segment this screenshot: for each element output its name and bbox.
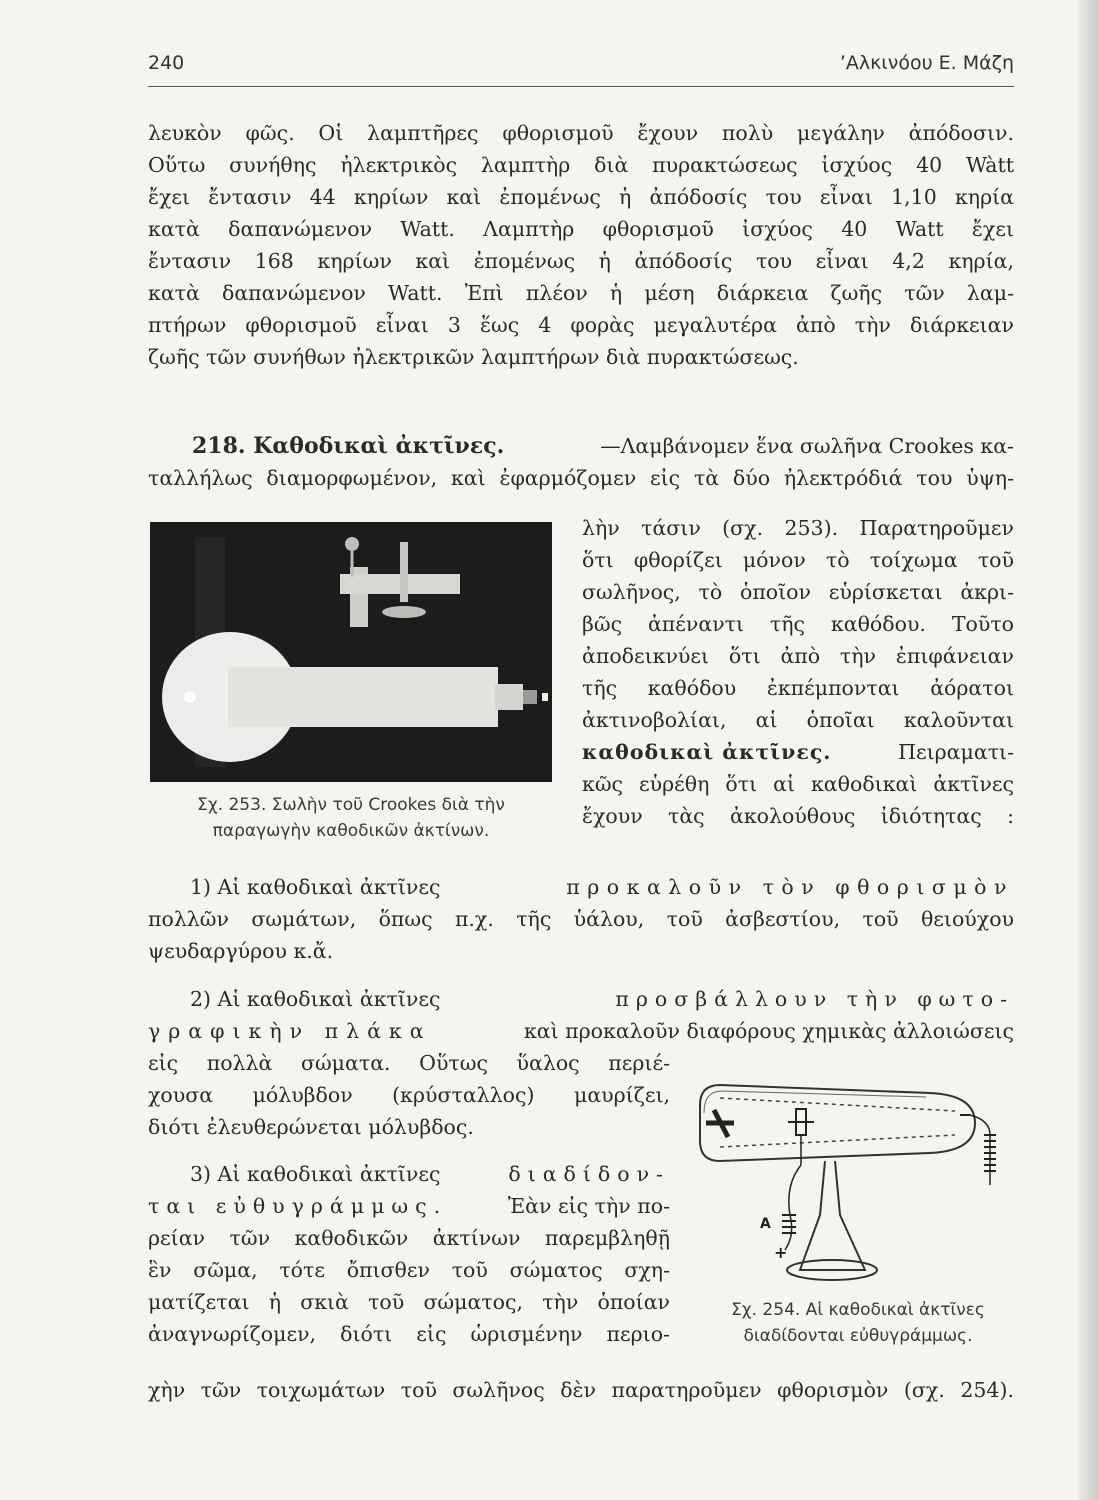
wrap-line: ὅτι φθορίζει μόνον τὸ τοίχωμα τοῦ [582,548,1014,572]
para1-line: ἔντασιν 168 κηρίων καὶ ἐπομένως ἡ ἀπόδοσίς του εἶναι 4,2 κηρία, [148,249,1014,273]
para1-line: πτήρων φθορισμοῦ εἶναι 3 ἕως 4 φορὰς μεγαλυτέρα ἀπὸ τὴν διάρκειαν [148,313,1014,337]
property-2-line [148,1015,1014,1047]
running-header [148,52,1014,87]
para1-line: ἔχει ἔντασιν 44 κηρίων καὶ ἐπομένως ἡ ἀπόδοσίς του εἶναι 1,10 κηρία [148,185,1014,209]
property-3-line [148,1190,670,1222]
property-2-line [190,983,1014,1015]
section-218-first-line [192,430,1014,462]
wrap-line: βῶς ἀπέναντι τῆς καθόδου. Τοῦτο [582,612,1014,636]
wrap-line: κῶς εὑρέθη ὅτι αἱ καθοδικαὶ ἀκτῖνες [582,772,1014,796]
wrap-line: ἀποδεικνύει ὅτι ἀπὸ τὴν ἐπιφάνειαν [582,644,1014,668]
property-2-rest: καὶ προκαλοῦν διαφόρους χημικὰς ἀλλοιώσεις [523,1019,1014,1043]
section-line: ταλλήλως διαμορφωμένον, καὶ ἐφαρμόζομεν εἰς τὰ δύο ἠλεκτρόδιά του ὑψη- [148,466,1014,490]
property-3-line: ματίζεται ἡ σκιὰ τοῦ σώματος, τὴν ὁποίαν [148,1290,670,1314]
figure-253-caption: Σχ. 253. Σωλὴν τοῦ Crookes διὰ τὴν [197,795,505,815]
figure-253-caption: παραγωγὴν καθοδικῶν ἀκτίνων. [212,821,490,841]
para1-line: κατὰ δαπανώμενον Watt. Ἐπὶ πλέον ἡ μέση διάρκεια ζωῆς τῶν λαμ- [148,281,1014,305]
running-title: ’Αλκινόου Ε. Μάζη [839,52,1014,74]
section-text: —Λαμβάνομεν ἕνα σωλῆνα Crookes κα- [600,434,1014,458]
property-3-line: ἓν σῶμα, τότε ὄπισθεν τοῦ σώματος σχη- [148,1258,670,1282]
property-1-line: πολλῶν σωμάτων, ὅπως π.χ. τῆς ὑάλου, τοῦ ἀσβεστίου, τοῦ θειούχου [148,907,1014,931]
plus-label: + [774,1243,788,1262]
term-line [582,736,1014,768]
figure-254-caption: διαδίδονται εὐθυγράμμως. [743,1326,973,1346]
wrap-line: ἔχουν τὰς ἀκολούθους ἰδιότητας : [582,804,1014,828]
para1-line: Οὕτω συνήθης ἠλεκτρικὸς λαμπτὴρ διὰ πυρακτώσεως ἰσχύος 40 Wàtt [148,153,1014,177]
crookes-tube-photo [150,522,552,782]
property-2-lead: 2) Αἱ καθοδικαὶ ἀκτῖνες [190,987,441,1011]
property-3-lead: 3) Αἱ καθοδικαὶ ἀκτῖνες [190,1162,441,1186]
property-3-rest: Ἐὰν εἰς τὴν πο- [507,1194,670,1218]
property-2-line: χουσα μόλυβδον (κρύσταλλος) μαυρίζει, [148,1083,670,1107]
bold-term: καθοδικαὶ ἀκτῖνες. [582,740,832,764]
property-3-line: ἀναγνωρίζομεν, διότι εἰς ὡρισμένην περιο- [148,1322,670,1346]
property-3-line: ρείαν τῶν καθοδικῶν ἀκτίνων παρεμβληθῇ [148,1226,670,1250]
property-2-spaced: προσβάλλουν τὴν φωτο- [615,987,1014,1011]
anode-label: A [760,1216,771,1232]
property-2-line: εἰς πολλὰ σώματα. Οὕτως ὕαλος περιέ- [148,1051,670,1075]
para1-line: κατὰ δαπανώμενον Watt. Λαμπτὴρ φθορισμοῦ ἰσχύος 40 Watt ἔχει [148,217,1014,241]
property-2-line: διότι ἐλευθερώνεται μόλυβδος. [148,1115,474,1139]
para1-line: λευκὸν φῶς. Οἱ λαμπτῆρες φθορισμοῦ ἔχουν πολὺ μεγάλην ἀπόδοσιν. [148,121,1014,145]
wrap-line: σωλῆνος, τὸ ὁποῖον εὑρίσκεται ἀκρι- [582,580,1014,604]
property-3-spaced: διαδίδον- [508,1162,670,1186]
section-heading: 218. Καθοδικαὶ ἀκτῖνες. [192,433,505,459]
property-3-line: χὴν τῶν τοιχωμάτων τοῦ σωλῆνος δὲν παρατηροῦμεν φθορισμὸν (σχ. 254). [148,1378,1014,1402]
property-1-lead: 1) Αἱ καθοδικαὶ ἀκτῖνες [190,875,441,899]
property-3-spaced-2: ται εὐθυγράμμως. [148,1194,448,1218]
figure-253-photo [150,522,552,782]
wrap-line: ἀκτινοβολίαι, αἱ ὁποῖαι καλοῦνται [582,708,1014,732]
page-number: 240 [148,52,185,74]
para1-line: ζωῆς τῶν συνήθων ἠλεκτρικῶν λαμπτήρων διὰ πυρακτώσεως. [148,345,799,369]
property-1-line: ψευδαργύρου κ.ἄ. [148,939,334,963]
cathode-ray-shadow-diagram [690,1065,1020,1290]
property-2-spaced-2: γραφικὴν πλάκα [148,1019,432,1043]
figure-254-diagram [690,1065,1020,1290]
term-line-rest: Πειραματι- [898,740,1014,764]
wrap-line: τῆς καθόδου ἐκπέμπονται ἀόρατοι [582,676,1014,700]
figure-254-caption: Σχ. 254. Αἱ καθοδικαὶ ἀκτῖνες [731,1300,985,1320]
property-3-line [190,1158,670,1190]
property-1-line [190,871,1014,903]
page-edge [1078,0,1098,1500]
property-1-spaced: προκαλοῦν τὸν φθορισμὸν [566,875,1014,899]
wrap-line: λὴν τάσιν (σχ. 253). Παρατηροῦμεν [582,516,1014,540]
